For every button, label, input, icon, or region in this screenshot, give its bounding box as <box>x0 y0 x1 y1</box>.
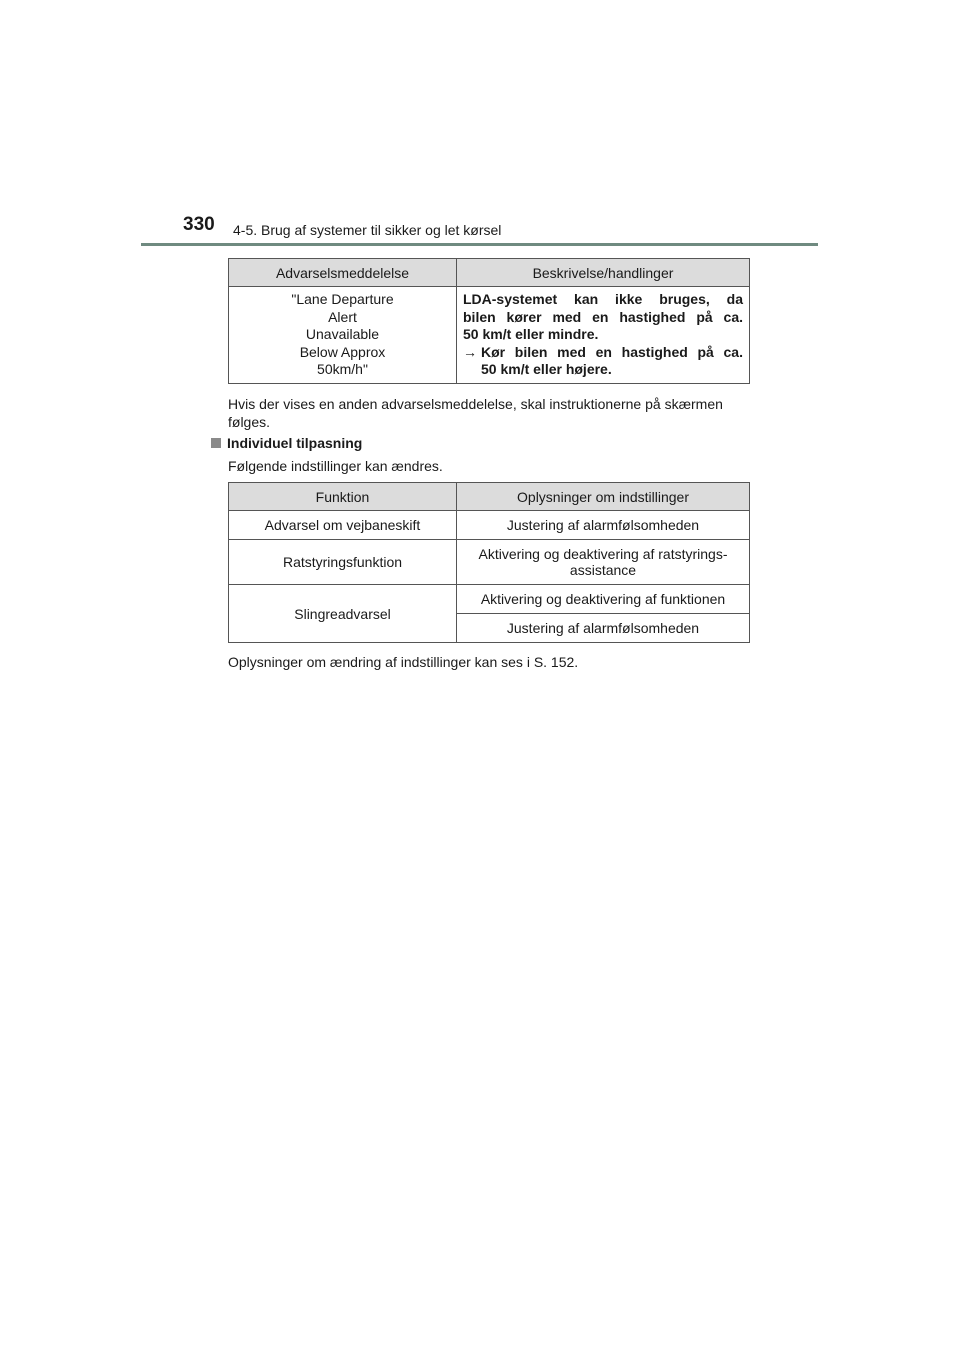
page-number: 330 <box>183 214 215 235</box>
warning-message-cell <box>229 287 457 384</box>
message-line: 50km/h" <box>317 361 368 377</box>
function-cell: Slingreadvarsel <box>229 585 457 643</box>
table-row <box>229 287 750 384</box>
description-line: LDA-systemet kan ikke bruges, da <box>463 291 743 307</box>
table-row <box>229 585 750 614</box>
settings-cell: Aktivering og deaktivering af ratstyrings-assistance <box>457 540 750 585</box>
message-line: Unavailable <box>305 326 380 342</box>
sub-heading <box>211 434 362 452</box>
footer-reference: Oplysninger om ændring af indstillinger kan ses i S. 152. <box>228 654 579 670</box>
header-divider <box>141 243 818 246</box>
settings-table <box>228 482 750 643</box>
function-cell: Advarsel om vejbaneskift <box>229 511 457 540</box>
table-header-row <box>229 483 750 511</box>
table-row <box>229 540 750 585</box>
message-line: Below Approx <box>299 343 386 360</box>
instruction-note: Hvis der vises en anden advarselsmeddelelse, skal instruktionerne på skærmen følges. <box>228 396 723 430</box>
table-row <box>229 511 750 540</box>
table-header-row <box>229 259 750 287</box>
action-text-continued: 50 km/t eller højere. <box>481 361 612 377</box>
settings-cell: Justering af alarmfølsomheden <box>457 614 750 643</box>
warning-message-table <box>228 258 750 384</box>
function-cell: Ratstyringsfunktion <box>229 540 457 585</box>
column-header-message: Advarselsmeddelelse <box>229 259 457 287</box>
description-line: bilen kører med en hastighed på ca. <box>463 308 743 325</box>
action-text: Kør bilen med en hastighed på ca. <box>481 343 743 360</box>
intro-text: Følgende indstillinger kan ændres. <box>228 458 443 474</box>
column-header-settings: Oplysninger om indstillinger <box>457 483 750 511</box>
section-title: 4-5. Brug af systemer til sikker og let kørsel <box>233 222 502 238</box>
settings-cell: Justering af alarmfølsomheden <box>457 511 750 540</box>
description-line: 50 km/t eller mindre. <box>463 326 599 342</box>
message-line: "Lane Departure <box>291 291 394 307</box>
square-bullet-icon <box>211 438 221 448</box>
settings-cell: Aktivering og deaktivering af funktionen <box>457 585 750 614</box>
action-line <box>463 344 743 362</box>
arrow-right-icon: → <box>463 343 477 360</box>
sub-heading-text: Individuel tilpasning <box>227 435 363 451</box>
message-line: Alert <box>328 308 357 325</box>
column-header-function: Funktion <box>229 483 457 511</box>
column-header-description: Beskrivelse/handlinger <box>457 259 750 287</box>
description-cell <box>457 287 750 384</box>
